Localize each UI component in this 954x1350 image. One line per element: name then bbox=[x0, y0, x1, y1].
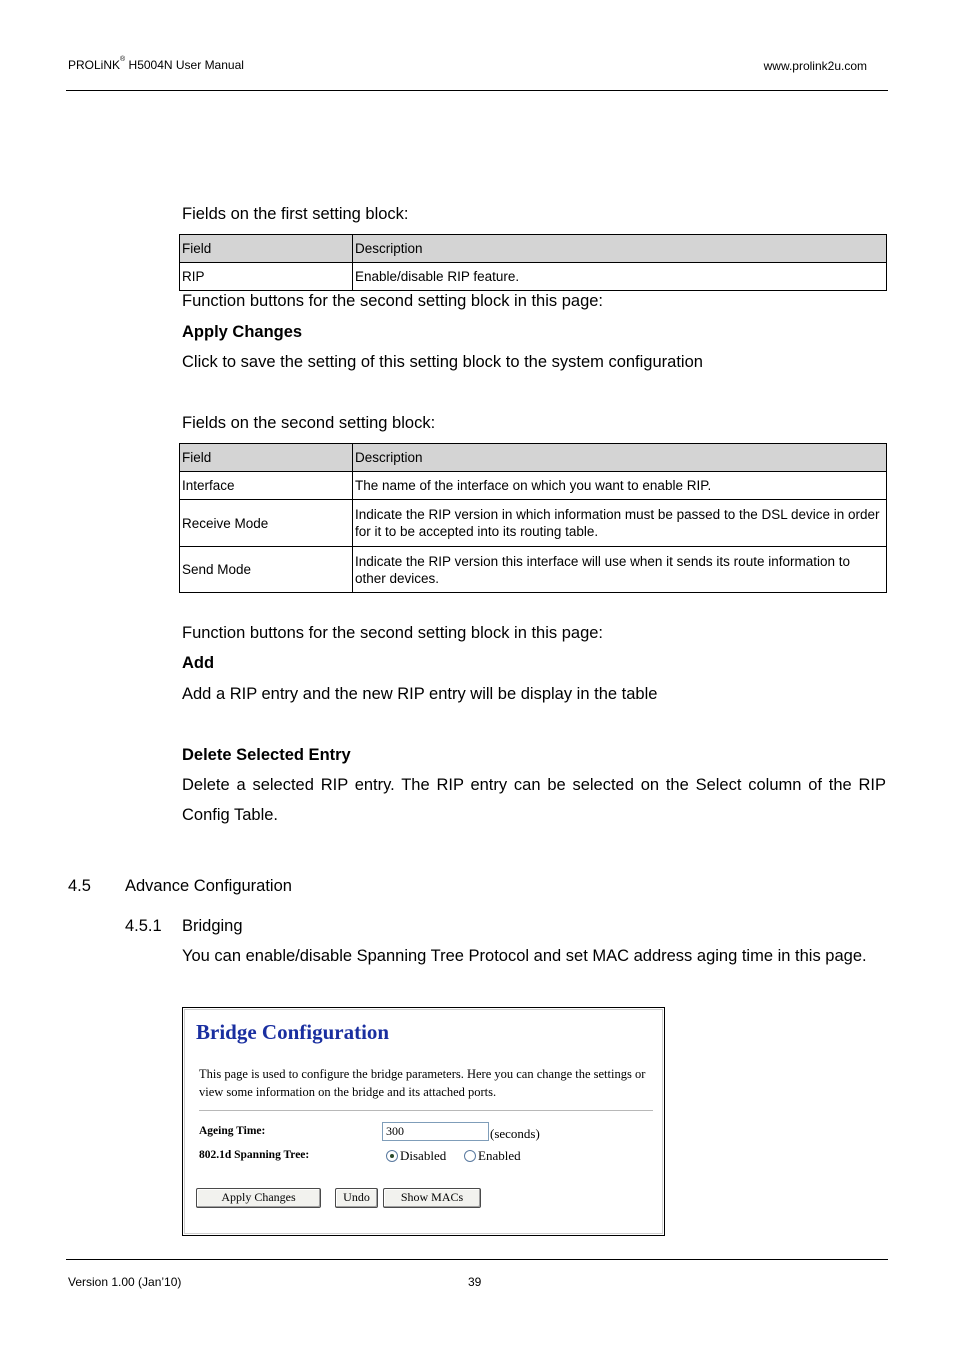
stp-disabled-radio[interactable] bbox=[386, 1150, 398, 1162]
add-desc: Add a RIP entry and the new RIP entry will be display in the table bbox=[182, 685, 658, 703]
spanning-tree-label: 802.1d Spanning Tree: bbox=[199, 1149, 310, 1161]
block2-intro: Fields on the second setting block: bbox=[182, 414, 436, 432]
delete-heading: Delete Selected Entry bbox=[182, 746, 351, 764]
registered-mark: ® bbox=[120, 56, 126, 63]
table-header-row bbox=[180, 235, 887, 263]
bridge-config-desc: This page is used to configure the bridge parameters. Here you can change the settings or view some information on the bridge and its attached ports. bbox=[199, 1067, 646, 1099]
table-header-description: Description bbox=[353, 444, 887, 472]
bridge-config-panel bbox=[184, 1009, 663, 1234]
header-title bbox=[68, 58, 244, 72]
delete-desc: Delete a selected RIP entry. The RIP entry can be selected on the Select column of the RIP Config Table. bbox=[182, 776, 886, 824]
apply-changes-button[interactable]: Apply Changes bbox=[196, 1188, 321, 1208]
section-4-5-1-number: 4.5.1 bbox=[125, 917, 162, 935]
table-row bbox=[180, 263, 887, 291]
table-cell-field: Receive Mode bbox=[180, 500, 353, 547]
bridge-config-divider bbox=[199, 1110, 653, 1111]
footer-rule bbox=[66, 1259, 888, 1260]
apply-changes-heading: Apply Changes bbox=[182, 323, 303, 341]
table-row bbox=[180, 547, 887, 593]
block1-intro: Fields on the first setting block: bbox=[182, 205, 409, 223]
show-macs-button[interactable]: Show MACs bbox=[383, 1188, 481, 1208]
manual-name: H5004N User Manual bbox=[128, 58, 244, 72]
section-4-5-1-desc: You can enable/disable Spanning Tree Protocol and set MAC address aging time in this page. bbox=[182, 947, 867, 965]
table-cell-field: RIP bbox=[180, 263, 353, 291]
page-number: 39 bbox=[468, 1275, 482, 1289]
footer-version: Version 1.00 (Jan’10) bbox=[68, 1275, 182, 1289]
table-header-field: Field bbox=[180, 235, 353, 263]
block2-field-table bbox=[179, 443, 887, 593]
block1-field-table bbox=[179, 234, 887, 291]
section-4-5-number: 4.5 bbox=[68, 877, 91, 895]
table-cell-field: Interface bbox=[180, 472, 353, 500]
table-cell-description: The name of the interface on which you want to enable RIP. bbox=[353, 472, 887, 500]
apply-changes-desc: Click to save the setting of this setting block to the system configuration bbox=[182, 353, 703, 371]
table-cell-description: Enable/disable RIP feature. bbox=[353, 263, 887, 291]
table-row bbox=[180, 472, 887, 500]
section-4-5-1-title: Bridging bbox=[182, 917, 243, 935]
bridge-config-screenshot bbox=[182, 1007, 665, 1236]
stp-enabled-label: Enabled bbox=[478, 1148, 521, 1163]
header-website: www.prolink2u.com bbox=[763, 59, 867, 73]
ageing-time-unit: (seconds) bbox=[490, 1126, 540, 1141]
add-heading: Add bbox=[182, 654, 215, 672]
block1-buttons-intro: Function buttons for the second setting block in this page: bbox=[182, 292, 604, 310]
bridge-config-title: Bridge Configuration bbox=[196, 1020, 390, 1044]
table-header-row bbox=[180, 444, 887, 472]
table-cell-description: Indicate the RIP version in which information must be passed to the DSL device in order for it to be accepted into its routing table. bbox=[353, 500, 887, 547]
undo-button[interactable]: Undo bbox=[335, 1188, 378, 1208]
section-4-5-title: Advance Configuration bbox=[125, 877, 292, 895]
brand-name: PROLiNK bbox=[68, 58, 121, 72]
header-rule bbox=[66, 90, 888, 91]
table-row bbox=[180, 500, 887, 547]
table-cell-description: Indicate the RIP version this interface will use when it sends its route information to other devices. bbox=[353, 547, 887, 593]
ageing-time-label: Ageing Time: bbox=[199, 1125, 266, 1137]
table-header-description: Description bbox=[353, 235, 887, 263]
ageing-time-input[interactable]: 300 bbox=[382, 1122, 489, 1141]
stp-disabled-label: Disabled bbox=[400, 1148, 447, 1163]
stp-enabled-radio[interactable] bbox=[464, 1150, 476, 1162]
table-header-field: Field bbox=[180, 444, 353, 472]
table-cell-field: Send Mode bbox=[180, 547, 353, 593]
block2-buttons-intro: Function buttons for the second setting block in this page: bbox=[182, 624, 604, 642]
